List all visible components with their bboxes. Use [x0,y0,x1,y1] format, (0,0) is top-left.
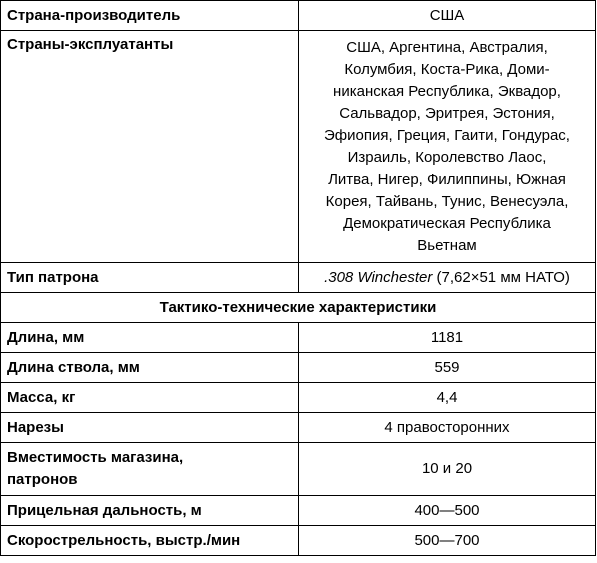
country-value: США [299,1,596,31]
spec-label: Длина ствола, мм [1,353,299,383]
spec-label: Нарезы [1,413,299,443]
magazine-label [1,443,299,496]
operators-line: Литва, Нигер, Филиппины, Южная [328,170,566,188]
row-barrel-length [1,353,596,383]
spec-label: Масса, кг [1,383,299,413]
section-title: Тактико-технические характеристики [1,293,596,323]
spec-label: Прицельная дальность, м [1,496,299,526]
operators-line: США, Аргентина, Австралия, [346,38,548,56]
operators-line: Вьетнам [417,236,477,254]
spec-value: 559 [299,353,596,383]
row-fire-rate [1,526,596,556]
row-rifling [1,413,596,443]
cartridge-value [299,263,596,293]
magazine-label-line: Вместимость магазина, [7,449,184,466]
magazine-value: 10 и 20 [299,443,596,496]
operators-line: Израиль, Королевство Лаос, [347,148,547,166]
row-cartridge [1,263,596,293]
operators-value [299,31,596,263]
operators-line: Корея, Тайвань, Тунис, Венесуэла, [325,192,569,210]
row-sight-range [1,496,596,526]
spec-label: Скорострельность, выстр./мин [1,526,299,556]
country-label: Страна-производитель [1,1,299,31]
operators-line: Сальвадор, Эритрея, Эстония, [339,104,555,122]
row-mass [1,383,596,413]
row-magazine [1,443,596,496]
operators-line: никанская Республика, Эквадор, [333,82,561,100]
spec-value: 500—700 [299,526,596,556]
spec-label: Длина, мм [1,323,299,353]
spec-value: 1181 [299,323,596,353]
cartridge-name: .308 Winchester [324,268,433,286]
operators-line: Демократическая Республика [343,214,551,232]
row-section-title [1,293,596,323]
cartridge-caliber: (7,62×51 мм НАТО) [432,268,570,286]
operators-line: Колумбия, Коста-Рика, Доми- [344,60,550,78]
operators-line: Эфиопия, Греция, Гаити, Гондурас, [324,126,570,144]
spec-value: 4 правосторонних [299,413,596,443]
row-operators [1,31,596,263]
magazine-label-line: патронов [7,471,78,488]
row-length [1,323,596,353]
cartridge-label: Тип патрона [1,263,299,293]
spec-value: 400—500 [299,496,596,526]
row-country [1,1,596,31]
operators-label: Страны-эксплуатанты [1,31,299,263]
spec-value: 4,4 [299,383,596,413]
